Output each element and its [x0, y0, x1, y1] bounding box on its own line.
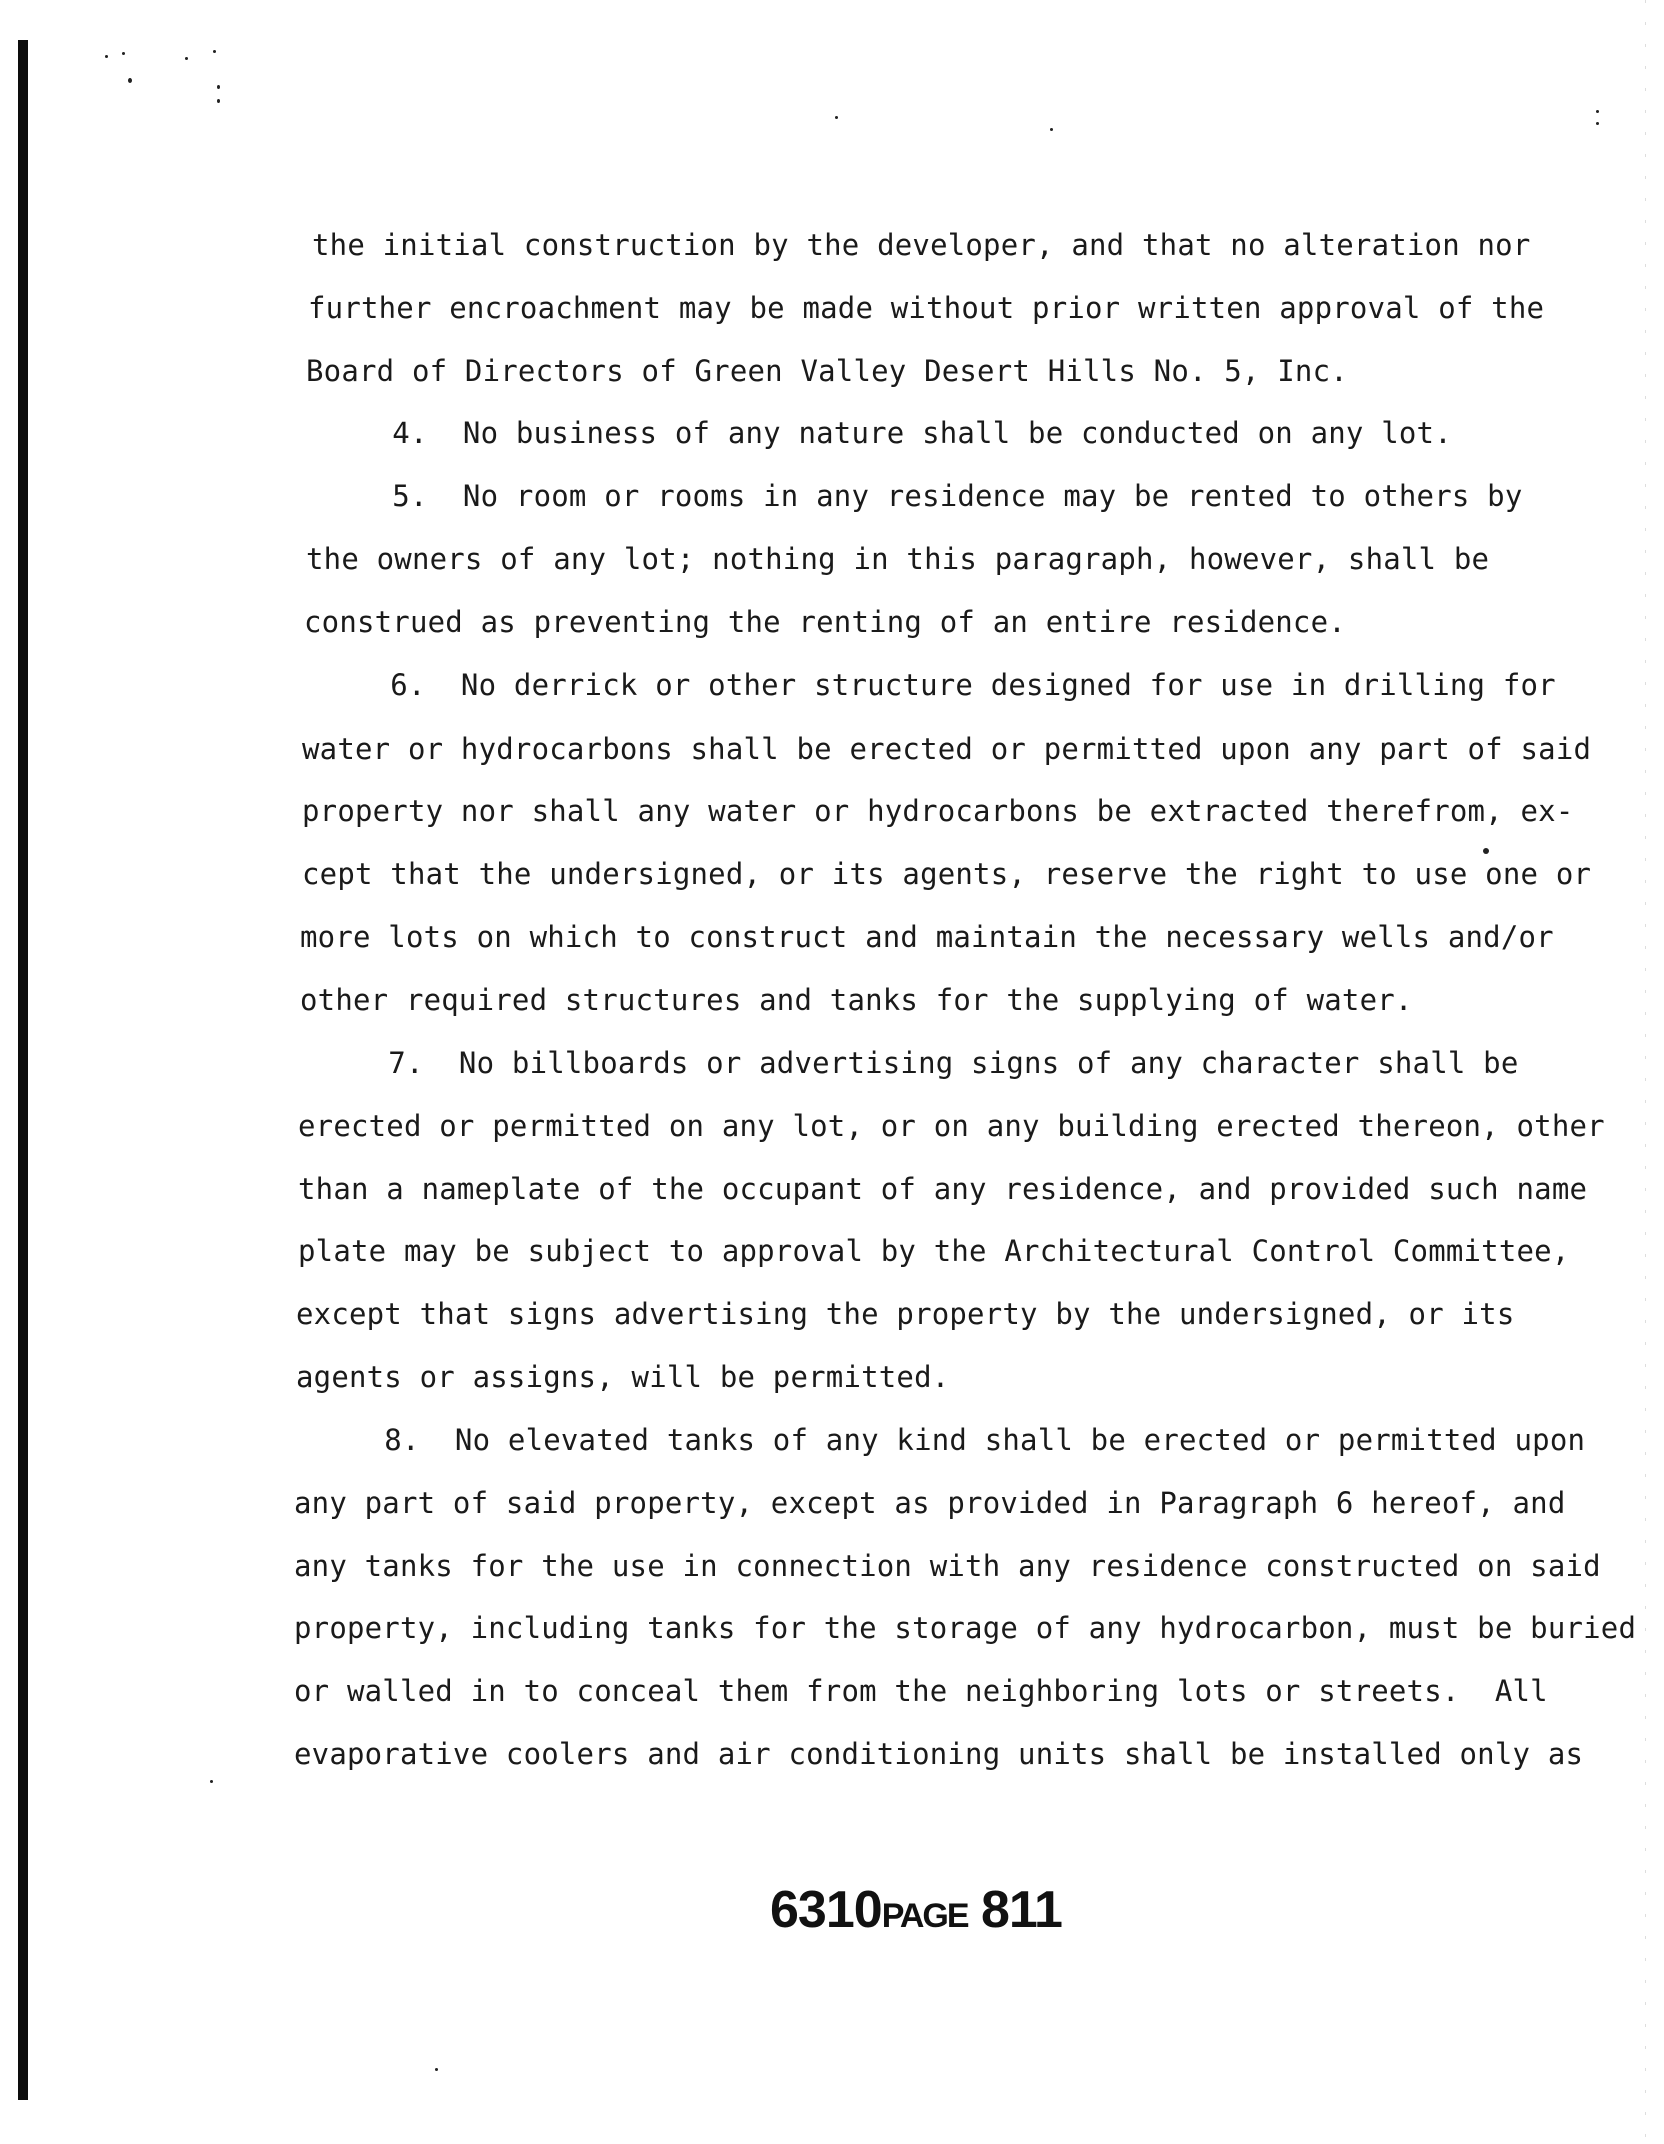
- text-line: agents or assigns, will be permitted.: [296, 1360, 950, 1394]
- text-line: 5. No room or rooms in any residence may be rented to others by: [304, 479, 1523, 513]
- scan-speck: [213, 50, 216, 53]
- scan-speck: [217, 85, 220, 89]
- scan-speck: [210, 1780, 213, 1783]
- text-line: any tanks for the use in connection with any residence constructed on said: [294, 1549, 1601, 1583]
- scan-speck: [1596, 122, 1599, 125]
- text-line: Board of Directors of Green Valley Desert Hills No. 5, Inc.: [306, 354, 1348, 388]
- scan-speck: [185, 57, 188, 60]
- scan-right-edge: [1645, 0, 1646, 2144]
- text-line: cept that the undersigned, or its agents, reserve the right to use one or: [302, 857, 1592, 891]
- scan-speck: [128, 78, 132, 83]
- text-line: or walled in to conceal them from the neighboring lots or streets. All: [294, 1674, 1548, 1708]
- text-line: the initial construction by the developer, and that no alteration nor: [312, 228, 1531, 262]
- book-page-stamp: [770, 1880, 1062, 1940]
- text-line: 6. No derrick or other structure designed for use in drilling for: [302, 668, 1556, 702]
- scan-speck: [1596, 110, 1599, 113]
- text-line: except that signs advertising the property by the undersigned, or its: [296, 1297, 1515, 1331]
- text-line: erected or permitted on any lot, or on any building erected thereon, other: [298, 1109, 1605, 1143]
- text-line: 4. No business of any nature shall be conducted on any lot.: [304, 416, 1452, 450]
- text-line: water or hydrocarbons shall be erected or permitted upon any part of said: [302, 732, 1592, 766]
- scan-speck: [835, 116, 838, 119]
- scan-speck: [217, 99, 220, 103]
- text-line: more lots on which to construct and maintain the necessary wells and/or: [300, 920, 1554, 954]
- text-line: plate may be subject to approval by the Architectural Control Committee,: [298, 1234, 1570, 1268]
- text-line: any part of said property, except as provided in Paragraph 6 hereof, and: [294, 1486, 1566, 1520]
- text-line: 7. No billboards or advertising signs of any character shall be: [300, 1046, 1519, 1080]
- scan-speck: [122, 52, 125, 55]
- text-line: property, including tanks for the storage of any hydrocarbon, must be buried: [294, 1611, 1637, 1645]
- scan-speck: [435, 2068, 438, 2071]
- text-line: property nor shall any water or hydrocarbons be extracted therefrom, ex-: [302, 794, 1574, 828]
- page-label: PAGE: [881, 1897, 968, 1935]
- scan-speck: [105, 55, 108, 58]
- text-line: construed as preventing the renting of an entire residence.: [304, 605, 1346, 639]
- book-number: 6310: [770, 1881, 882, 1939]
- text-line: evaporative coolers and air conditioning units shall be installed only as: [294, 1737, 1584, 1771]
- text-line: further encroachment may be made without prior written approval of the: [308, 291, 1545, 325]
- scan-edge-shadow: [18, 40, 28, 2100]
- text-line: the owners of any lot; nothing in this paragraph, however, shall be: [306, 542, 1490, 576]
- text-line: than a nameplate of the occupant of any residence, and provided such name: [298, 1172, 1588, 1206]
- text-line: 8. No elevated tanks of any kind shall be erected or permitted upon: [296, 1423, 1586, 1457]
- text-line: other required structures and tanks for the supplying of water.: [300, 983, 1413, 1017]
- scan-speck: [1483, 848, 1489, 854]
- scan-speck: [1050, 128, 1053, 131]
- page-number: 811: [980, 1881, 1062, 1939]
